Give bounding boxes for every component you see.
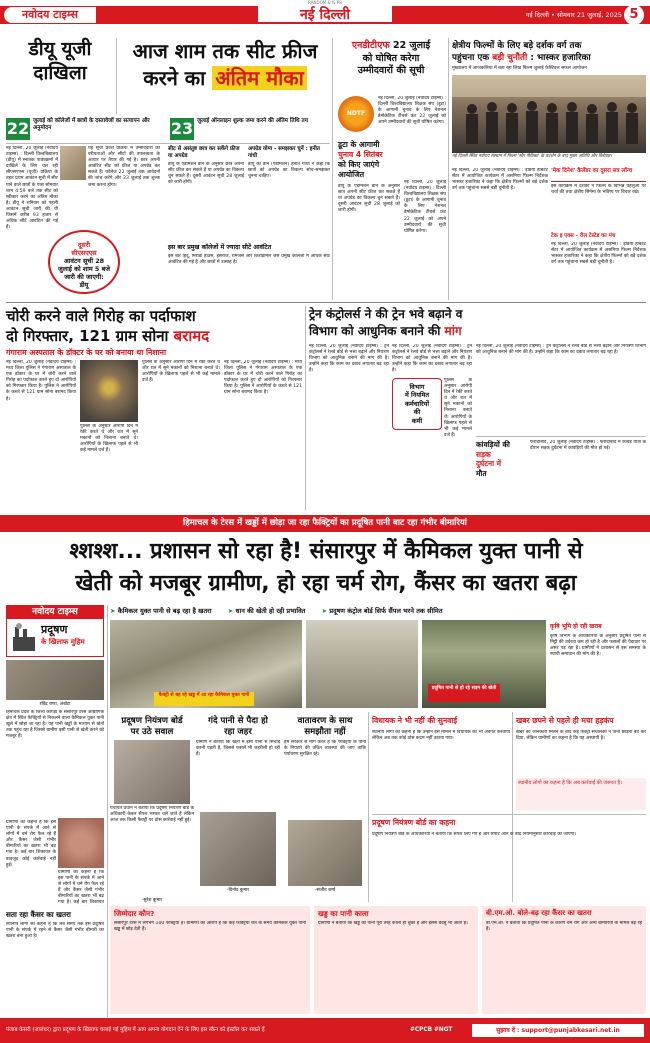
footer-text: पंजाब केसरी (जालंधर) द्वारा प्रदूषण के खिलाफ चलाई गई मुहिम में आप अपना योगदान देने के लिए इस स्कैन को इंस्टॉल कर सकते हैं	[6, 1027, 265, 1033]
box-head-line: वातावरण के साथ	[297, 716, 353, 726]
reporter-photo	[6, 660, 104, 700]
footer-email[interactable]: सुझाव दें : support@punjabkesari.net.in	[472, 1024, 644, 1037]
black-water-body: ग्रामीणों ने बताया कि खड्ड का पानी पूरी तरह काला हो चुका है और इससे बदबू भी आती है।	[318, 921, 468, 926]
theft-headline-line2	[6, 326, 302, 346]
circle-text: सीएसएएस	[71, 249, 97, 257]
black-water-box	[314, 906, 478, 1014]
regional-subhead: मुख्यालय में आजकलिया में बता रहा लिख फिल्म जुलाई फेस्टिवल सफल आयोजन	[452, 66, 587, 71]
train-body-col3: नई दिल्ली, 20 जुलाई (नवोदय टाइम्स) : ट्रेन कंट्रोलर्स ने रेलवे बोर्ड से भत्ता बढ़ाने और नियंत्रण विभाग को आधुनिक बनाने की मांग की है। उन्होंने कहा कि काम का दबाव लगातार बढ़ रहा है।	[476, 344, 646, 356]
strip-caption-3: प्रदूषण कंट्रोल बोर्ड सिर्फ सैंपल भरने तक सीमित	[329, 607, 443, 615]
regional-headline-red: बड़ी चुनौती	[492, 53, 528, 63]
main-headline	[6, 536, 646, 600]
ntdf-headline	[336, 40, 446, 78]
du-second-list-circle	[48, 230, 120, 294]
cancer-risk-head: सता रहा कैंसर का खतरा	[6, 910, 71, 919]
callout-line: कांवड़ियों की	[476, 440, 510, 449]
callout-line: चुनाव 4 सितंबर	[338, 150, 383, 159]
circle-text: आवंटन सूची 28	[63, 257, 105, 265]
callout-line: डूटा के आगामी	[338, 140, 380, 149]
factory-icon-graphic	[11, 623, 37, 653]
train-pullquote	[392, 378, 442, 430]
du-title-line2: दाखिला	[33, 62, 87, 84]
theft-headline-line1: चोरी करने वाले गिरोह का पर्दाफाश	[6, 307, 196, 325]
du-box2-head: अपग्रेड योग्य - समझकर चुनें : हनीत गांधी	[248, 146, 320, 159]
du-portrait-photo	[60, 146, 86, 180]
mla-head: विधायक ने भी नहीं की सुनवाई	[372, 716, 458, 725]
duta-election-callout	[338, 140, 402, 180]
ntdf-body-col2: नई दिल्ली, 20 जुलाई (नवोदय टाइम्स) : दिल्ली विश्वविद्यालय शिक्षक संघ (डूटा) के आगामी चुनाव के लिए नेशनल डेमोक्रेटिक टीचर्स फ्रंट 22 जुलाई को अपने उम्मीदवारों की सूची घोषित करेगा।	[404, 180, 446, 234]
regional-box-head: 'मेक दिनेश' कैलेंडर का दूसरा सत्र लॉन्च	[551, 168, 646, 182]
who-responsible-body: संसारपुर टेरस में लगभग 100 फैक्ट्रियां हैं। ग्रामीणों का आरोप है कि कई फैक्ट्रियां रात के समय केमिकल युक्त पानी खड्ड में छोड़ देती हैं।	[114, 921, 306, 933]
bmo-box	[482, 906, 646, 1014]
theft-body-col1: नई दिल्ली, 20 जुलाई (नवोदय टाइम्स) : मध्य जिला पुलिस ने गंगाराम अस्पताल के एक डॉक्टर के घर में चोरी करने वाले गिरोह का पर्दाफाश करते हुए दो आरोपियों को गिरफ्तार किया है। पुलिस ने आरोपियों के कब्जे से 121 ग्राम सोना बरामद किया है।	[6, 360, 76, 402]
regional-box2-head: टेक इ एक्स - रील टेस्टेड का मंच	[551, 233, 616, 239]
footer-hashtags: #CPCB #NGT	[410, 1027, 453, 1033]
ntdf-headline-line3: उम्मीदवारों की सूची	[357, 65, 425, 76]
crop-field-photo	[422, 620, 546, 708]
divider	[332, 38, 333, 300]
brand-logo: नवोदय टाइम्स	[4, 7, 96, 23]
box3-body: हम सरकार से मांग करते हैं कि फैक्ट्रियों के पानी के निपटारे की उचित व्यवस्था की जाए ताकि पर्यावरण सुरक्षित रहे।	[284, 740, 366, 758]
arrow-icon: ➤	[227, 607, 234, 615]
circle-text: जारी की जाएगी:	[64, 273, 104, 281]
agri-head: कृषि भूमि हो रही खराब	[550, 623, 602, 630]
callout-line: मौत	[476, 468, 487, 478]
divider	[6, 302, 646, 303]
train-headline-line1: ट्रेन कंट्रोलर्स ने की ट्रेन भवे बढ़ाने व	[309, 307, 463, 321]
reporter-byline: रविंद्र राणा, अंबोटा	[39, 702, 71, 707]
du-title	[6, 37, 114, 85]
pollution-body-col1c: ग्रामीणों का कहना है कि इस पानी के संपर्क में आने से लोगों में चर्म रोग फैल रहे हैं और कैंसर जैसी गंभीर बीमारियों का खतरा भी बढ़ गया है। कई बार शिकायत	[58, 870, 104, 906]
ntdf-headline-line2: को घोषित करेगा	[362, 52, 420, 64]
regional-headline-line2	[452, 52, 646, 64]
du-headline-line1: आज शाम तक सीट फ्रीज	[132, 39, 318, 63]
du-kicker-22: जुलाई को कॉलेजों में छात्रों के दस्तावेजों का सत्यापन और अनुमोदन	[33, 118, 150, 131]
arrow-icon: ➤	[321, 607, 328, 615]
strip-caption-2: धान की खेती हो रही प्रभावित	[235, 607, 306, 615]
mla-body: स्थानीय लोगों का कहना है कि उन्होंने इस मामले में विधायक को भी अवगत करवाया लेकिन अब तक कोई ठोस कदम नहीं उठाया गया।	[372, 730, 510, 742]
photo-label: प्रदूषित पानी से हो रहे सड़न की खेती	[428, 684, 500, 702]
regional-headline-part: : भास्कर हजारिका	[530, 53, 591, 63]
du-box3-head: इस बार प्रमुख कॉलेजों में ज्यादा सीटें आवंटित	[168, 244, 272, 251]
arrow-icon: ➤	[110, 607, 116, 615]
before-news-body: खबर की जानकारी मिलने के बाद कई फैक्ट्री संचालकों ने पानी छोड़ना बंद कर दिया, लेकिन ग्रामीणों का कहना है कि यह अस्थायी है।	[516, 730, 646, 742]
footer-bar	[0, 1018, 650, 1043]
callout-line: आयोजित	[338, 170, 365, 179]
theft-body-col4: नई दिल्ली, 20 जुलाई (नवोदय टाइम्स) : मध्य जिला पुलिस ने गंगाराम अस्पताल के एक डॉक्टर के घर में चोरी करने वाले गिरोह का पर्दाफाश करते हुए दो आरोपियों को गिरफ्तार किया है। पुलिस ने आरोपियों के कब्जे से 121 ग्राम सोना बरामद किया है।	[224, 360, 302, 396]
circle-text: जुलाई को शाम 5 बजे	[58, 265, 110, 273]
theft-subhead: गंगाराम अस्पताल के डॉक्टर के घर को बनाया था निशाना	[6, 348, 166, 357]
date-badge-23: 23	[170, 119, 194, 138]
before-news-head: खबर छपने से पहले ही मचा हड़कंप	[516, 716, 614, 725]
du-box1-head: सीट से असंतुष्ट छात्र कर सकेंगे फ्रीज या अपग्रेड	[168, 146, 240, 159]
bmo-head: बी.एम.ओ. बोले-बढ़ रहा कैंसर का खतरा	[486, 909, 592, 917]
page-number: 5	[624, 5, 644, 25]
kanwar-body: फरीदाबाद, 20 जुलाई (नवोदय टाइम्स) : फरीदाबाद में कांवड़ यात्रा के दौरान सड़क दुर्घटना में कांवड़ियों की मौत हो गई।	[530, 440, 646, 452]
box2-byline: -विनोद कुमार	[226, 888, 250, 893]
who-responsible-box	[110, 906, 310, 1014]
callout-line: को किए जाएंगे	[338, 160, 380, 169]
divider	[476, 436, 646, 437]
train-headline-red: मांग	[444, 324, 462, 338]
box2-body: ग्रामीण ने बताया कि खेतों में इसी पानी से सिंचाई करनी पड़ती है, जिससे फसलें भी जहरीली हो रही हैं।	[196, 740, 280, 758]
gold-jewelry-photo	[80, 360, 138, 422]
campaign-logo	[6, 605, 104, 657]
ntdf-body: नई दिल्ली, 20 जुलाई (नवोदय टाइम्स) : दिल्ली विश्वविद्यालय शिक्षक संघ (डूटा) के आगामी चुनाव के लिए नेशनल डेमोक्रेटिक टीचर्स फ्रंट 22 जुलाई को अपने उम्मीदवारों की सूची घोषित करेगा।	[378, 96, 446, 126]
du-headline-line2	[120, 65, 330, 92]
du-headline-part: करने का	[143, 66, 206, 90]
train-headline	[309, 306, 646, 340]
ntdf-headline-date: 22 जुलाई	[393, 40, 431, 51]
box-head-line: रहा जहर	[224, 727, 252, 737]
box1-head	[110, 716, 194, 738]
agri-body: कृषि विभाग के अधिकारियों के अनुसार प्रदूषित पानी से मिट्टी की उर्वरता कम हो रही है और फसलों की पैदावार पर असर पड़ रहा है। ग्रामीणों ने प्रशासन से इस समस्या के स्थायी समाधान की मांग की है।	[550, 634, 646, 658]
quote-line: में नियमित	[404, 391, 430, 400]
black-water-head: खड्ड का पानी काला	[318, 909, 369, 918]
ntdf-body-col3: डीयू के एडमिशन डीन के अनुसार छात्र अपनी सीट फ्रीज कर सकते हैं या अपग्रेड का विकल्प चुन सकते हैं। दूसरी आवंटन सूची 28 जुलाई को जारी होगी।	[338, 184, 400, 214]
skin-disease-photo	[58, 818, 104, 868]
box3-byline: -संजीव शर्मा	[314, 888, 336, 893]
box2-head	[196, 716, 280, 738]
before-news-highlight: स्थानीय लोगों का कहना है कि अब कार्रवाई की जरूरत है।	[516, 778, 646, 810]
callout-line: दुर्घटना में	[476, 459, 502, 469]
regional-headline	[452, 40, 646, 64]
box-head-line: समझौता नहीं	[304, 727, 346, 737]
train-body-col2: नई दिल्ली, 20 जुलाई (नवोदय टाइम्स) : ट्रेन कंट्रोलर्स ने रेलवे बोर्ड से भत्ता बढ़ाने और नियंत्रण विभाग को आधुनिक बनाने की मांग की है। उन्होंने कहा कि काम का दबाव लगातार बढ़ रहा है।	[392, 344, 472, 374]
regional-box2-text: नई दिल्ली, 20 जुलाई (नवोदय टाइम्स) : इंडिया हैबिटैट सेंटर में आयोजित कार्यक्रम में असमिया फिल्म निर्देशक भास्कर हजारिका ने कहा कि क्षेत्रीय फिल्मों को बड़े दर्शक वर्ग तक पहुंचाना सबसे बड़ी चुनौती है।	[551, 242, 646, 266]
divider	[107, 605, 108, 1017]
ntdf-headline-red: एनडीटीएफ	[351, 40, 390, 51]
ntdf-headline-line1	[336, 40, 446, 53]
divider	[116, 38, 117, 114]
box3-photo	[288, 820, 362, 886]
train-body-col1: नई दिल्ली, 20 जुलाई (नवोदय टाइम्स) : ट्रेन कंट्रोलर्स ने रेलवे बोर्ड से भत्ता बढ़ाने और नियंत्रण विभाग को आधुनिक बनाने की मांग की है। उन्होंने कहा कि काम का दबाव लगातार बढ़ रहा है।	[309, 344, 389, 374]
theft-body-col2: पुलिस के अनुसार आरोपी दिन में रेकी करते थे और रात में सूने मकानों को निशाना बनाते थे। आरोपियों के खिलाफ पहले से भी कई मामले दर्ज हैं।	[80, 424, 138, 454]
masthead-tiny: RANDOM & IS P8	[308, 0, 342, 5]
quote-line: कर्मचारियों	[404, 399, 430, 408]
cancer-risk-body: स्थानीय लोगों का कहना है कि लंबे समय तक इस प्रदूषित पानी के संपर्क में रहने से कैंसर जैसी गंभीर बीमारी का खतरा बना हुआ है।	[6, 922, 104, 940]
du-body-col1: नई दिल्ली, 20 जुलाई (नवोदय टाइम्स) : दिल्ली विश्वविद्यालय (डीयू) में स्नातक पाठ्यक्रमों में दाखिले के लिए चल रही सीएसएएस (यूजी) प्रक्रिया के तहत प्रथम आवंटन सूची में सीट पाने वाले छात्रों के पास सोमवार शाम 4:59 बजे तक सीट को स्वीकार करने का अंतिम मौका है। डीयू ने शनिवार को पहली आवंटन सूची जारी की थी जिसमें करीब 93 हजार से अधिक सीटें आवंटित की गई हैं।	[6, 146, 58, 231]
box3-head	[284, 716, 366, 738]
who-responsible-head: जिम्मेदार कौन?	[114, 909, 155, 918]
kanwar-accident-callout	[476, 440, 528, 478]
regional-headline-part: पहुंचना एक	[452, 53, 490, 63]
divider	[368, 712, 369, 902]
polluted-drain-photo	[110, 620, 302, 708]
date-label: नई दिल्ली • सोमवार 21 जुलाई, 2025	[525, 11, 622, 19]
pollution-body-col1b: ग्रामीणों का कहना है कि इस पानी के संपर्क में आने से लोगों में चर्म रोग फैल रहे हैं और कैंसर जैसी गंभीर बीमारियों का खतरा भी बढ़ गया है। कई बार शिकायत के बावजूद कोई कार्रवाई नहीं हुई।	[6, 820, 56, 868]
divider	[372, 814, 646, 815]
campaign-title: प्रदूषण	[41, 623, 68, 636]
main-headline-line2: खेती को मजबूर ग्रामीण, हो रहा चर्म रोग, कैंसर का खतरा बढ़ा	[75, 571, 577, 596]
regional-box-text: इस कार्यक्रम में दर्शकों ने फिल्म के विभिन्न पहलुओं पर चर्चा की तथा क्षेत्रीय सिनेमा के भविष्य पर विचार रखे।	[551, 184, 646, 196]
quote-line: विभाग	[409, 383, 425, 391]
ntdf-logo: NDTF	[338, 96, 374, 132]
regional-group-photo	[452, 75, 646, 153]
city-label: नई दिल्ली	[258, 6, 392, 24]
factory-icon	[11, 623, 37, 653]
divider	[6, 143, 330, 144]
section-banner: हिमाचल के टेरस में खड्डों में छोड़ा जा रहा फैक्ट्रियों का प्रदूषित पानी बाट रहा गंभीर बीमारियां	[0, 515, 650, 532]
box-head-line: प्रदूषण नियंत्रण बोर्ड	[121, 716, 183, 726]
date-badge-22: 22	[6, 119, 30, 138]
board-head: प्रदूषण नियंत्रण बोर्ड का कहना	[372, 818, 456, 827]
campaign-subtitle: के खिलाफ मुहिम	[41, 638, 85, 646]
du-title-line1: डीयू यूजी	[28, 38, 92, 60]
du-box2-text: डीयू की डीन (एडमिशन) हनीत गांधी ने कहा कि छात्रों को अपग्रेड का विकल्प सोच-समझकर चुनना चाहिए।	[248, 162, 330, 180]
strip-caption-1: कैमिकल युक्त पानी से बढ़ रहा है खतरा	[117, 607, 212, 615]
divider	[448, 38, 449, 300]
box1-byline: -सुरेश कुमार	[141, 898, 163, 903]
box-head-line: गंदे पानी से पैदा हो	[208, 716, 268, 726]
regional-headline-line1: क्षेत्रीय फिल्मों के लिए बड़े दर्शक वर्ग तक	[452, 41, 582, 51]
train-body-col2b: पुलिस के अनुसार आरोपी दिन में रेकी करते थे और रात में सूने मकानों को निशाना बनाते थे। आरोपियों के खिलाफ पहले से भी कई मामले दर्ज हैं।	[444, 378, 472, 438]
du-box3-text: इस बार हिंदू, मिरांडा हाउस, हंसराज, रामजस और किरोड़ीमल जैसे प्रमुख कॉलेजों में अधिक सीटें आवंटित की गई हैं और छात्रों में उत्साह है।	[168, 254, 330, 266]
box1-body: पंचायत प्रधान ने बताया कि प्रदूषण नियंत्रण बोर्ड के अधिकारी केवल सैंपल भरकर चले जाते हैं लेकिन आज तक किसी फैक्ट्री पर ठोस कार्रवाई नहीं हुई।	[110, 806, 194, 824]
theft-headline	[6, 306, 302, 346]
quote-line: की	[413, 408, 421, 417]
du-headline	[120, 38, 330, 92]
box2-photo	[200, 812, 276, 886]
du-headline-highlight: अंतिम मौका	[212, 66, 306, 90]
box-head-line: पर उठे सवाल	[130, 727, 174, 737]
du-body-col2: यह सूची प्रवेश प्रक्रिया में उम्मीदवारों की वरीयताओं और सीटों की उपलब्धता के आधार पर तैयार की गई है। छात्र अपनी आवंटित सीट को फ्रीज या अपग्रेड कर सकते हैं। कॉलेज 22 जुलाई तक आवेदनों की जांच करेंगे और 23 जुलाई तक शुल्क जमा करना होगा।	[88, 146, 160, 188]
train-headline-line2	[309, 323, 646, 340]
train-headline-part: विभाग को आधुनिक बनाने की	[309, 324, 441, 338]
circle-text: दूसरी	[78, 241, 90, 249]
bmo-body: बी.एम.ओ. ने बताया कि प्रदूषित पानी के कारण चर्म रोग और अन्य बीमारियों के मामले बढ़ रहे हैं।	[486, 921, 642, 933]
quote-line: कमी	[411, 416, 423, 425]
theft-headline-part: दो गिरफ्तार, 121 ग्राम सोना	[6, 327, 169, 345]
regional-body: नई दिल्ली, 20 जुलाई (नवोदय टाइम्स) : इंडिया हैबिटैट सेंटर में आयोजित कार्यक्रम में असमिया फिल्म निर्देशक भास्कर हजारिका ने कहा कि क्षेत्रीय फिल्मों को बड़े दर्शक वर्ग तक पहुंचाना सबसे बड़ी चुनौती है।	[452, 168, 548, 192]
photo-caption-strip	[110, 605, 646, 617]
regional-photo-caption: नई दिल्ली स्थित नवोदय संस्थान में फिल्म 'सौर पीठिका' के प्रदर्शन के बाद मुख्य अतिथि और विशेषज्ञ।	[452, 154, 612, 159]
photo-label: फैक्ट्री से बह रहे खड्ड में आ रहा कैमिकल युक्त पानी	[154, 692, 254, 706]
theft-body-col3: पुलिस के अनुसार आरोपी दिन में रेकी करते थे और रात में सूने मकानों को निशाना बनाते थे। आरोपियों के खिलाफ पहले से भी कई मामले दर्ज हैं।	[142, 360, 220, 384]
callout-line: सड़क	[476, 449, 491, 459]
theft-headline-red: बरामद	[173, 327, 210, 345]
main-headline-line1: श्शश्श... प्रशासन सो रहा है! संसारपुर में कैमिकल युक्त पानी से	[69, 539, 583, 564]
divider	[305, 306, 306, 510]
box1-photo	[114, 740, 190, 804]
group-photo-figures	[452, 75, 646, 153]
campaign-brand: नवोदय टाइम्स	[7, 606, 103, 619]
du-box1-text: डीयू के एडमिशन डीन के अनुसार छात्र अपनी सीट फ्रीज कर सकते हैं या अपग्रेड का विकल्प चुन सकते हैं। दूसरी आवंटन सूची 28 जुलाई को जारी होगी।	[168, 162, 244, 186]
rocky-stream-photo	[306, 620, 418, 708]
board-body: प्रदूषण नियंत्रण बोर्ड के अधिकारियों ने बताया कि सैंपल लिए गए हैं और रिपोर्ट आने के बाद नियमानुसार कार्रवाई की जाएगी।	[372, 832, 577, 837]
du-kicker-23: जुलाई ऑनलाइन शुल्क जमा करने की अंतिम तिथि तय	[197, 118, 308, 124]
circle-text: डीयू	[79, 281, 89, 289]
pollution-body-col1: हिमाचल प्रदेश के जिला कांगड़ा के संसारपुर टेरस औद्योगिक क्षेत्र में स्थित फैक्ट्रियों से निकलने वाला कैमिकल युक्त पानी खुले में छोड़ा जा रहा है। यह पानी खड्डों के माध्यम से खेतों तक पहुंच रहा है जिससे ग्रामीण इसी पानी से खेती करने को मजबूर हैं।	[6, 710, 104, 740]
